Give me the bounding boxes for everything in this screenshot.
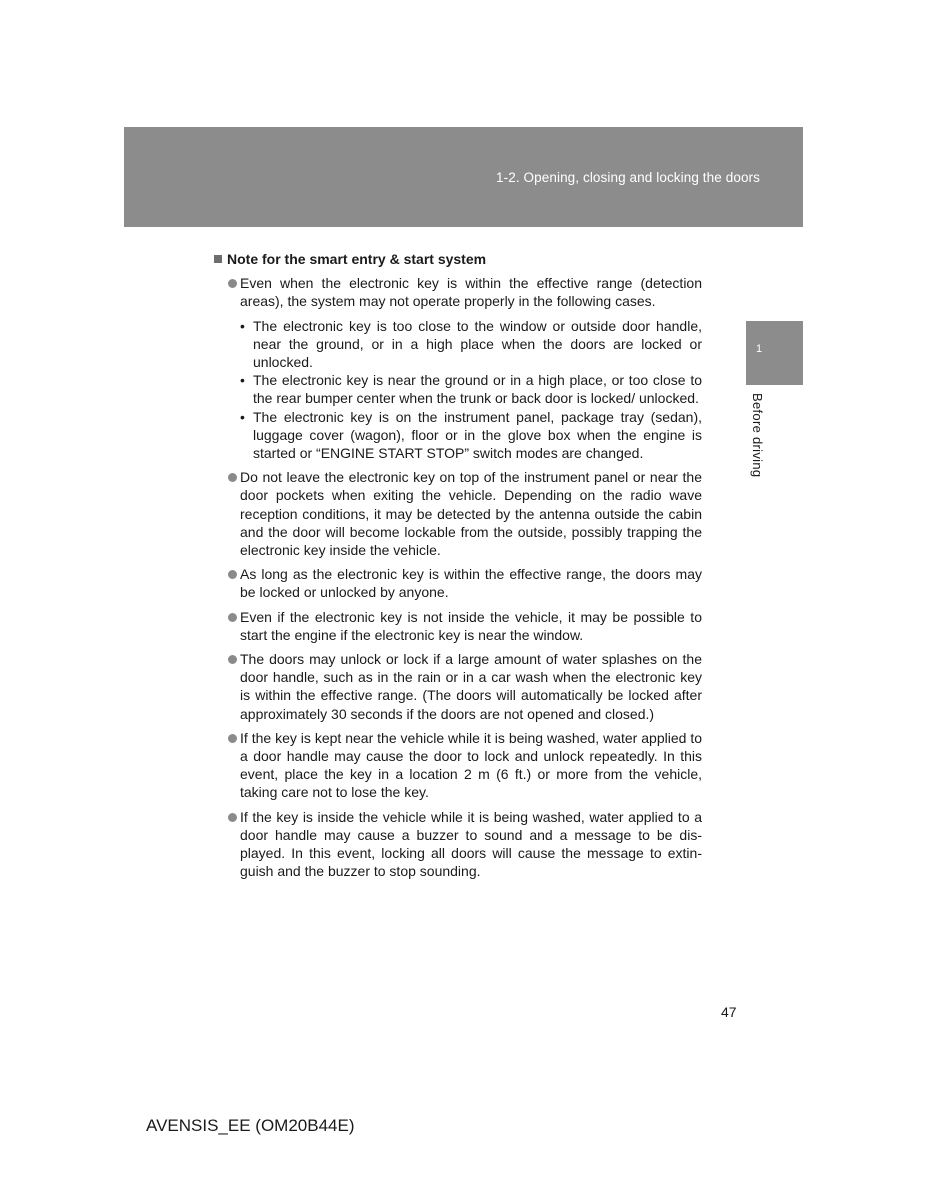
main-content <box>214 250 702 887</box>
list-item <box>214 565 702 601</box>
sub-list-item-text: The electronic key is too close to the window or outside door handle, near the ground, or in a high place when the doors are locked or unlocked. <box>253 317 702 371</box>
circle-bullet-icon <box>228 473 237 482</box>
square-bullet-icon <box>214 255 222 263</box>
list-item-text: If the key is inside the vehicle while it is being washed, water applied to a door handle may cause a buzzer to sound and a message to be dis-played. In this event, locking all doors will cause the message to extin-guish and the buzzer to stop sounding. <box>240 808 702 880</box>
sub-list-item <box>240 371 702 407</box>
section-title: 1-2. Opening, closing and locking the doors <box>496 170 760 185</box>
header-band <box>124 127 803 227</box>
circle-bullet-icon <box>228 734 237 743</box>
dot-bullet-icon: • <box>240 317 245 334</box>
dot-bullet-icon: • <box>240 408 245 425</box>
page-number: 47 <box>721 1004 737 1020</box>
list-item <box>214 608 702 644</box>
circle-bullet-icon <box>228 655 237 664</box>
list-item <box>214 468 702 559</box>
list-item <box>214 808 702 881</box>
circle-bullet-icon <box>228 813 237 822</box>
sub-list <box>240 317 702 463</box>
list-item <box>214 729 702 802</box>
list-item-text: Do not leave the electronic key on top of the instrument panel or near the door pockets when exiting the vehicle. Depending on the radio wave reception conditions, it may be detected by the antenna outside the cabin and the door will become lockable from the outside, possibly trapping the electronic key inside the vehicle. <box>240 469 702 559</box>
document-id: AVENSIS_EE (OM20B44E) <box>146 1116 355 1135</box>
list-item <box>214 274 702 462</box>
section-heading-text: Note for the smart entry & start system <box>227 251 487 267</box>
sub-list-item <box>240 408 702 463</box>
circle-bullet-icon <box>228 613 237 622</box>
sub-list-item-text: The electronic key is on the instrument panel, package tray (sedan), luggage cover (wagon), floor or in the glove box when the engine is started or “ENGINE START STOP” switch modes are changed. <box>253 408 702 462</box>
circle-bullet-icon <box>228 570 237 579</box>
list-item-text: Even when the electronic key is within the effective range (detection areas), the system may not operate properly in the following cases. <box>240 275 702 310</box>
chapter-label: Before driving <box>750 393 765 478</box>
list-item <box>214 650 702 723</box>
sub-list-item <box>240 317 702 372</box>
chapter-number: 1 <box>756 343 763 355</box>
sub-list-item-text: The electronic key is near the ground or in a high place, or too close to the rear bumper center when the trunk or back door is locked/ unlocked. <box>253 372 702 407</box>
dot-bullet-icon: • <box>240 372 245 389</box>
list-item-text: As long as the electronic key is within the effective range, the doors may be locked or unlocked by anyone. <box>240 566 702 601</box>
list-item-text: If the key is kept near the vehicle while it is being washed, water applied to a door handle may cause the door to lock and unlock repeatedly. In this event, place the key in a location 2 m (6 ft.) or more from the vehicle, taking care not to lose the key. <box>240 729 702 801</box>
section-heading <box>214 250 702 268</box>
chapter-tab <box>746 321 803 385</box>
list-item-text: The doors may unlock or lock if a large amount of water splashes on the door handle, such as in the rain or in a car wash when the electronic key is within the effective range. (The doors will automatically be locked after approximately 30 seconds if the doors are not opened and closed.) <box>240 651 702 722</box>
list-item-text: Even if the electronic key is not inside the vehicle, it may be possible to start the engine if the electronic key is near the window. <box>240 608 702 643</box>
circle-bullet-icon <box>228 279 237 288</box>
